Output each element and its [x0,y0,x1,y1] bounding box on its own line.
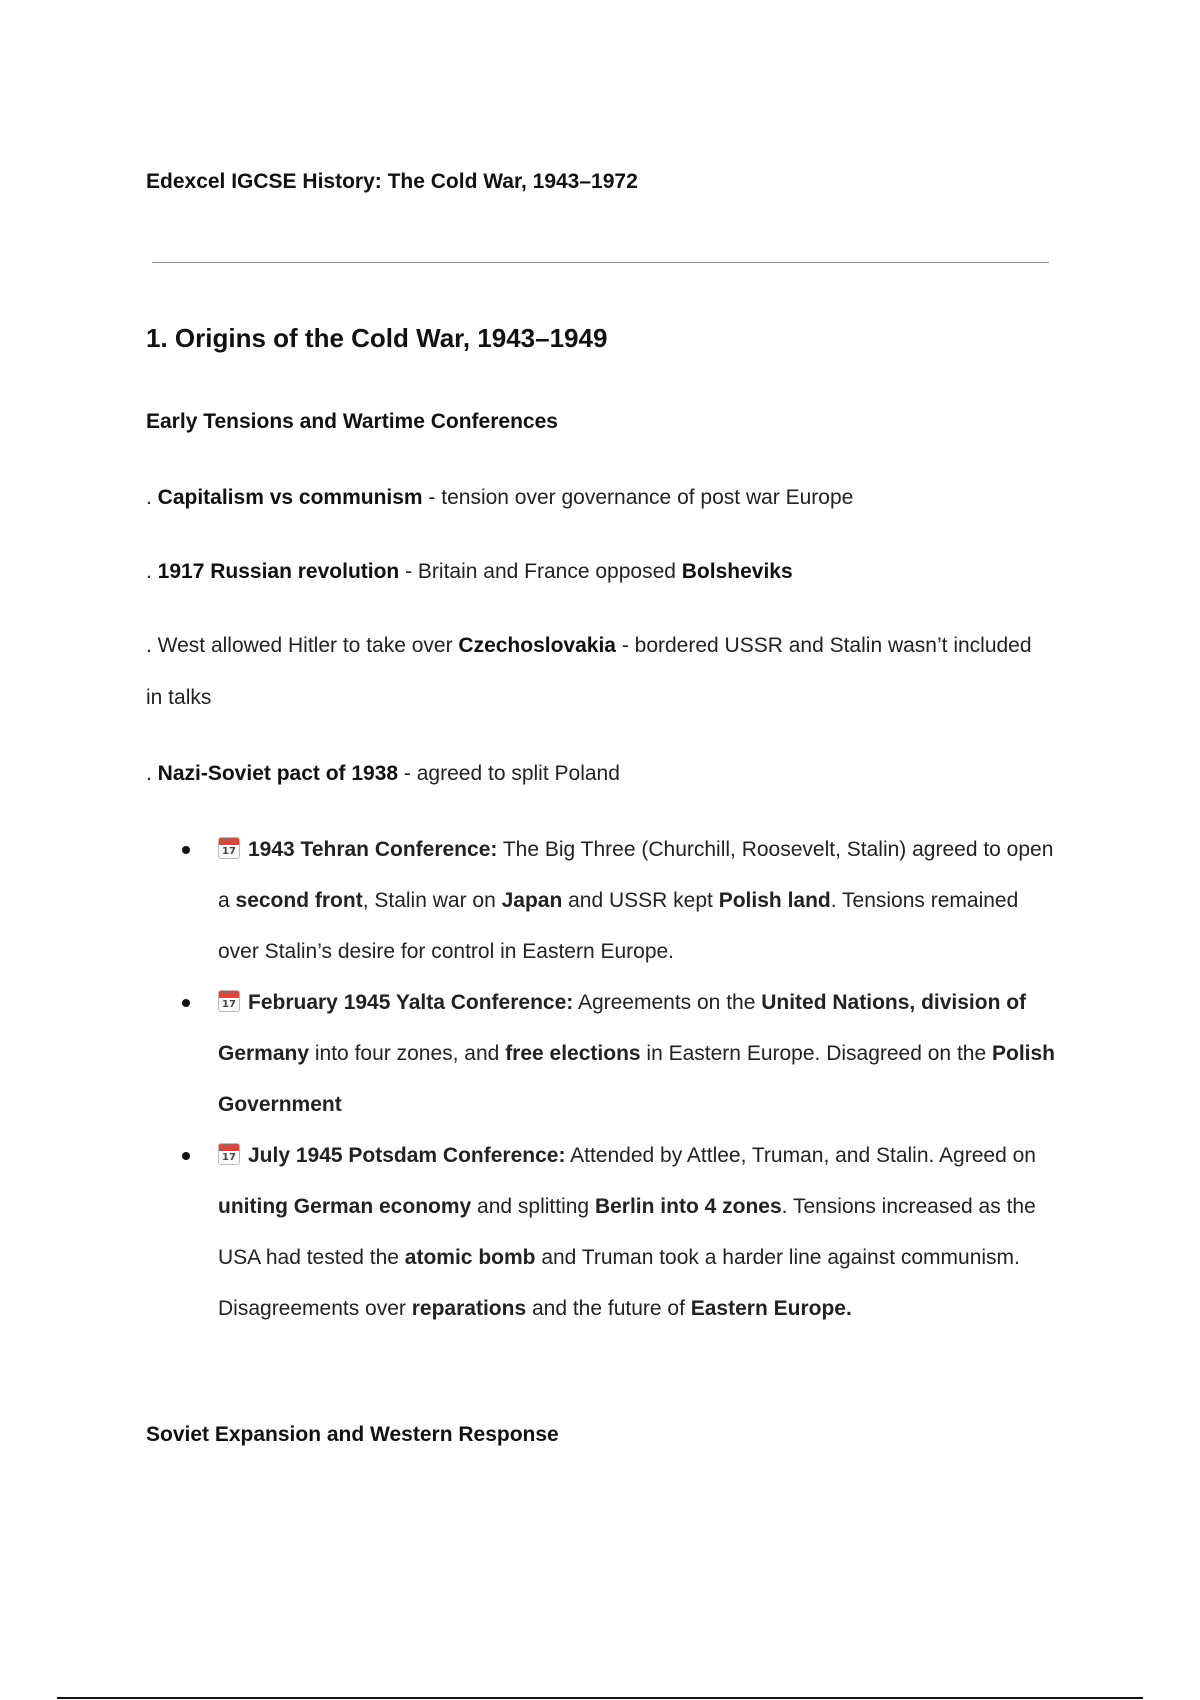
bullet-text: Attended by Attlee, Truman, and Stalin. Agreed on [565,1144,1036,1167]
subheading-soviet-expansion: Soviet Expansion and Western Response [146,1423,559,1446]
bullet-bold: Berlin into 4 zones [594,1195,782,1218]
point-bold: Bolsheviks [681,560,793,583]
bullet-dot [182,999,190,1007]
bullet-bold: Japan [501,889,563,912]
point-bold: Capitalism vs communism [157,486,423,509]
bullet-bold: atomic bomb [404,1246,536,1269]
bullet-bold: reparations [411,1297,527,1320]
calendar-icon [218,837,240,859]
bullet-text: and splitting [471,1195,595,1218]
bullet-potsdam-conference [146,1130,1056,1334]
point-bold: Nazi-Soviet pact of 1938 [157,762,399,785]
point-text: - agreed to split Poland [398,762,620,785]
bullet-dot [182,1152,190,1160]
point-prefix: . [146,762,158,785]
point-prefix: . [146,486,158,509]
document-title: Edexcel IGCSE History: The Cold War, 1943–1972 [146,170,638,193]
point-nazi-soviet-pact [146,748,1046,800]
bullet-dot [182,846,190,854]
point-russian-revolution [146,546,1046,598]
bullet-bold: Polish land [718,889,831,912]
bullet-text: into four zones, and [309,1042,506,1065]
calendar-icon [218,990,240,1012]
point-bold: 1917 Russian revolution [157,560,400,583]
bullet-text: Agreements on the [573,991,762,1014]
point-czechoslovakia [146,620,1046,724]
calendar-icon-number: 17 [222,846,236,857]
bullet-bold: second front [235,889,363,912]
bullet-text: The Big Three (Churchill, Roosevelt, Stalin) agreed to open a [218,838,1054,912]
bullet-text: and Truman took a harder line against communism. Disagreements over [218,1246,1020,1320]
bullet-text: and USSR kept [562,889,719,912]
bullet-text: . Tensions increased as the USA had tested the [218,1195,1036,1269]
section-heading: 1. Origins of the Cold War, 1943–1949 [146,323,608,353]
bullet-bold: United Nations, division of Germany [218,991,1027,1065]
calendar-icon-number: 17 [222,999,236,1010]
horizontal-divider [152,262,1049,263]
bullet-text: . Tensions remained over Stalin’s desire for control in Eastern Europe. [218,889,1019,963]
bullet-yalta-conference [146,977,1056,1130]
bullet-bold: Eastern Europe. [690,1297,852,1320]
bullet-bold: free elections [505,1042,641,1065]
calendar-icon-number: 17 [222,1152,236,1163]
point-text: - bordered USSR and Stalin wasn’t included in talks [146,634,1032,709]
point-bold: Czechoslovakia [458,634,616,657]
point-prefix: . [146,560,158,583]
page-bottom-border [57,1697,1143,1699]
point-text: - Britain and France opposed [399,560,682,583]
subheading-early-tensions: Early Tensions and Wartime Conferences [146,410,558,433]
conference-bullet-list [146,824,1056,1334]
bullet-bold: February 1945 Yalta Conference: [248,991,574,1014]
point-text: - tension over governance of post war Europe [422,486,854,509]
bullet-tehran-conference [146,824,1056,977]
bullet-text: and the future of [526,1297,691,1320]
point-prefix: . West allowed Hitler to take over [146,634,459,657]
bullet-text: , Stalin war on [362,889,502,912]
bullet-bold: July 1945 Potsdam Conference: [248,1144,566,1167]
calendar-icon [218,1143,240,1165]
bullet-bold: 1943 Tehran Conference: [248,838,498,861]
bullet-bold: Polish Government [218,1042,1055,1116]
point-capitalism-vs-communism [146,472,1046,524]
bullet-bold: uniting German economy [218,1195,472,1218]
bullet-text: in Eastern Europe. Disagreed on the [640,1042,992,1065]
